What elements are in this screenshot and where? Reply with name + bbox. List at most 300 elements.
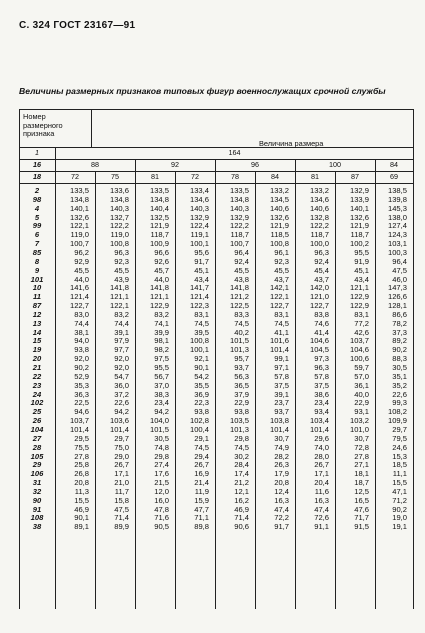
table-cell: 15,3 (392, 451, 407, 461)
table-cell: 92,0 (114, 363, 129, 372)
table-cell: 132,9 (229, 212, 249, 222)
table-cell: 52,9 (74, 371, 89, 381)
table-cell: 83,1 (274, 309, 289, 319)
table-cell: 37,3 (392, 327, 407, 337)
table-cell: 140,4 (149, 203, 169, 213)
table-cell: 42,6 (354, 327, 369, 337)
table-cell: 97,9 (114, 336, 129, 346)
table-cell: 22,3 (194, 398, 209, 408)
table-cell: 74,5 (194, 442, 209, 452)
table-cell: 30,2 (234, 451, 249, 461)
row-label: 106 (30, 469, 44, 479)
table-cell: 122,5 (229, 301, 249, 311)
table-cell: 41,1 (274, 327, 289, 337)
table-cell: 140,1 (349, 203, 369, 213)
table-cell: 19,1 (392, 522, 407, 532)
table-cell: 122,7 (69, 301, 89, 311)
table-cell: 45,5 (74, 265, 89, 275)
table-cell: 101,4 (109, 424, 129, 434)
table-cell: 121,4 (189, 292, 209, 302)
table-cell: 43,4 (194, 274, 209, 284)
table-cell: 40,0 (354, 389, 369, 399)
table-cell: 26,8 (74, 469, 89, 479)
table-cell: 24,6 (392, 442, 407, 452)
row-label: 101 (30, 274, 44, 284)
table-cell: 23,7 (274, 398, 289, 408)
row-label: 20 (32, 354, 42, 364)
table-cell: 104,0 (149, 416, 169, 426)
row-label: 29 (32, 460, 42, 470)
table-cell: 134,8 (229, 194, 249, 204)
table-cell: 47,6 (354, 504, 369, 514)
table-cell: 74,6 (314, 318, 329, 328)
table-cell: 122,9 (349, 301, 369, 311)
table-cell: 39,5 (194, 327, 209, 337)
table-cell: 74,1 (154, 318, 169, 328)
row-label-16: 16 (33, 160, 41, 169)
table-cell: 100,8 (189, 336, 209, 346)
table-cell: 91,9 (354, 256, 369, 266)
table-cell: 57,8 (314, 371, 329, 381)
table-cell: 90,5 (154, 522, 169, 532)
table-cell: 71,1 (194, 513, 209, 523)
table-cell: 16,9 (194, 469, 209, 479)
table-cell: 140,3 (229, 203, 249, 213)
table-cell: 77,2 (354, 318, 369, 328)
data-table (19, 109, 414, 609)
table-cell: 26,7 (314, 460, 329, 470)
table-cell: 29,8 (234, 433, 249, 443)
table-cell: 121,9 (149, 221, 169, 231)
table-cell: 134,8 (109, 194, 129, 204)
table-cell: 39,9 (154, 327, 169, 337)
table-cell: 132,6 (269, 212, 289, 222)
table-cell: 118,7 (350, 230, 369, 240)
table-cell: 38,3 (154, 389, 169, 399)
table-cell: 39,1 (114, 327, 129, 337)
table-cell: 133,5 (69, 186, 89, 195)
table-cell: 133,2 (269, 186, 289, 195)
table-cell: 92,9 (74, 256, 89, 266)
table-cell: 122,4 (189, 221, 209, 231)
table-cell: 15,5 (392, 478, 407, 488)
row-label: 31 (32, 478, 42, 488)
row-label: 12 (32, 309, 42, 319)
table-cell: 83,0 (74, 309, 89, 319)
table-cell: 12,4 (274, 486, 289, 496)
table-cell: 132,5 (149, 212, 169, 222)
table-cell: 128,1 (387, 301, 407, 311)
row-16-cell: 88 (91, 160, 99, 169)
row-label: 102 (30, 398, 44, 408)
table-cell: 38,6 (314, 389, 329, 399)
table-cell: 26,7 (194, 460, 209, 470)
table-cell: 21,0 (114, 478, 129, 488)
table-cell: 142,1 (269, 283, 289, 293)
table-cell: 27,1 (354, 460, 369, 470)
table-cell: 134,8 (149, 194, 169, 204)
table-cell: 91,7 (194, 256, 209, 266)
table-cell: 141,6 (69, 283, 89, 293)
table-cell: 16,3 (274, 495, 289, 505)
table-cell: 37,5 (314, 380, 329, 390)
table-cell: 91,7 (274, 522, 289, 532)
table-cell: 29,6 (314, 433, 329, 443)
table-cell: 122,9 (349, 292, 369, 302)
table-cell: 45,7 (154, 265, 169, 275)
table-cell: 74,4 (114, 318, 129, 328)
column-header-value: Величина размера (259, 139, 324, 148)
row-1-value: 164 (228, 148, 241, 157)
table-cell: 90,6 (234, 522, 249, 532)
table-cell: 133,2 (309, 186, 329, 195)
table-cell: 96,1 (274, 247, 289, 257)
table-cell: 36,3 (74, 389, 89, 399)
table-cell: 89,8 (194, 522, 209, 532)
table-cell: 17,9 (274, 469, 289, 479)
table-cell: 22,6 (114, 398, 129, 408)
table-cell: 93,7 (234, 363, 249, 372)
table-cell: 140,6 (269, 203, 289, 213)
table-cell: 74,5 (234, 318, 249, 328)
row-18-cell: 69 (390, 172, 398, 181)
row-label: 32 (32, 486, 42, 496)
table-cell: 92,3 (114, 256, 129, 266)
table-cell: 91,5 (354, 522, 369, 532)
table-cell: 119,0 (70, 230, 89, 240)
row-label: 13 (32, 318, 42, 328)
table-cell: 29,5 (74, 433, 89, 443)
page-header: С. 324 ГОСТ 23167—91 (19, 20, 136, 31)
table-cell: 118,7 (150, 230, 169, 240)
table-cell: 98,2 (154, 345, 169, 355)
table-cell: 45,1 (354, 265, 369, 275)
table-cell: 21,4 (194, 478, 209, 488)
table-cell: 140,3 (189, 203, 209, 213)
row-label: 85 (32, 247, 42, 257)
table-cell: 92,4 (314, 256, 329, 266)
table-cell: 29,0 (114, 451, 129, 461)
row-label: 7 (34, 239, 40, 249)
table-cell: 88,3 (392, 354, 407, 364)
table-cell: 134,5 (269, 194, 289, 204)
row-label: 104 (30, 424, 44, 434)
row-label: 19 (32, 345, 42, 355)
table-cell: 86,6 (392, 309, 407, 319)
table-cell: 90,2 (392, 504, 407, 514)
table-cell: 78,2 (392, 318, 407, 328)
table-cell: 43,7 (274, 274, 289, 284)
table-cell: 56,3 (234, 371, 249, 381)
table-cell: 30,7 (354, 433, 369, 443)
table-cell: 101,4 (69, 424, 89, 434)
table-cell: 96,4 (392, 256, 407, 266)
table-cell: 47,5 (114, 504, 129, 514)
table-cell: 133,5 (229, 186, 249, 195)
table-cell: 101,0 (349, 424, 369, 434)
table-cell: 17,6 (154, 469, 169, 479)
row-label: 25 (32, 407, 42, 417)
table-cell: 96,2 (74, 247, 89, 257)
table-cell: 104,6 (309, 336, 329, 346)
table-cell: 25,8 (74, 460, 89, 470)
table-cell: 92,1 (194, 354, 209, 364)
table-cell: 100,0 (309, 239, 329, 249)
table-cell: 99,1 (274, 354, 289, 364)
table-cell: 101,5 (149, 424, 169, 434)
table-cell: 47,5 (392, 265, 407, 275)
table-cell: 11,1 (392, 469, 407, 479)
table-cell: 90,1 (194, 363, 209, 372)
table-cell: 122,1 (69, 221, 89, 231)
table-cell: 100,1 (189, 239, 209, 249)
table-cell: 124,3 (387, 230, 407, 240)
table-cell: 138,0 (387, 212, 407, 222)
table-cell: 98,1 (154, 336, 169, 346)
table-cell: 27,8 (354, 451, 369, 461)
table-cell: 83,3 (234, 309, 249, 319)
row-label: 23 (32, 380, 42, 390)
table-cell: 96,6 (154, 247, 169, 257)
table-cell: 122,9 (149, 301, 169, 311)
table-cell: 41,4 (314, 327, 329, 337)
table-cell: 30,5 (392, 363, 407, 372)
row-label: 21 (32, 363, 42, 372)
row-label: 98 (32, 194, 42, 204)
row-label-18: 18 (33, 172, 41, 181)
table-cell: 35,3 (74, 380, 89, 390)
table-cell: 18,7 (354, 478, 369, 488)
table-cell: 17,4 (234, 469, 249, 479)
table-cell: 138,5 (387, 186, 407, 195)
table-cell: 133,9 (349, 194, 369, 204)
table-cell: 38,1 (74, 327, 89, 337)
table-cell: 101,4 (309, 424, 329, 434)
table-cell: 72,6 (314, 513, 329, 523)
table-cell: 23,4 (314, 398, 329, 408)
table-cell: 43,7 (314, 274, 329, 284)
table-cell: 28,4 (234, 460, 249, 470)
row-18-cell: 81 (151, 172, 159, 181)
row-label: 108 (30, 513, 44, 523)
table-cell: 101,6 (269, 336, 289, 346)
table-cell: 37,5 (274, 380, 289, 390)
table-cell: 122,7 (309, 301, 329, 311)
table-cell: 141,8 (149, 283, 169, 293)
row-label: 15 (32, 336, 42, 346)
table-cell: 27,4 (154, 460, 169, 470)
table-cell: 36,9 (194, 389, 209, 399)
table-cell: 118,7 (310, 230, 329, 240)
table-cell: 141,8 (229, 283, 249, 293)
row-18-cell: 75 (111, 172, 119, 181)
table-cell: 101,4 (269, 424, 289, 434)
table-cell: 96,3 (314, 363, 329, 372)
table-cell: 122,2 (309, 221, 329, 231)
table-cell: 142,0 (309, 283, 329, 293)
row-label: 105 (30, 451, 44, 461)
table-cell: 100,9 (149, 239, 169, 249)
table-cell: 101,4 (269, 345, 289, 355)
table-cell: 121,2 (229, 292, 249, 302)
table-cell: 134,8 (69, 194, 89, 204)
table-cell: 133,5 (149, 186, 169, 195)
table-cell: 71,7 (354, 513, 369, 523)
table-cell: 26,3 (274, 460, 289, 470)
table-cell: 92,4 (234, 256, 249, 266)
table-cell: 94,0 (74, 336, 89, 346)
table-cell: 56,7 (154, 371, 169, 381)
table-cell: 96,3 (114, 247, 129, 257)
table-cell: 121,0 (309, 292, 329, 302)
table-cell: 94,6 (74, 407, 89, 417)
table-cell: 92,0 (114, 354, 129, 364)
table-cell: 19,0 (392, 513, 407, 523)
table-cell: 147,3 (387, 283, 407, 293)
table-cell: 134,6 (189, 194, 209, 204)
table-cell: 121,1 (149, 292, 169, 302)
table-cell: 132,8 (309, 212, 329, 222)
table-cell: 100,8 (269, 239, 289, 249)
table-cell: 20,8 (74, 478, 89, 488)
table-cell: 93,8 (194, 407, 209, 417)
table-cell: 71,4 (114, 513, 129, 523)
table-cell: 122,3 (189, 301, 209, 311)
table-cell: 89,2 (392, 336, 407, 346)
table-cell: 83,2 (114, 309, 129, 319)
table-cell: 95,7 (234, 354, 249, 364)
table-cell: 104,6 (349, 345, 369, 355)
table-cell: 74,5 (194, 318, 209, 328)
row-label: 99 (32, 221, 42, 231)
row-16-cell: 92 (171, 160, 179, 169)
table-cell: 16,5 (354, 495, 369, 505)
table-cell: 12,5 (354, 486, 369, 496)
table-cell: 121,9 (269, 221, 289, 231)
table-cell: 83,1 (194, 309, 209, 319)
table-cell: 36,5 (234, 380, 249, 390)
table-cell: 93,8 (74, 345, 89, 355)
table-cell: 134,6 (309, 194, 329, 204)
table-cell: 21,2 (234, 478, 249, 488)
table-cell: 100,3 (387, 247, 407, 257)
table-cell: 75,0 (114, 442, 129, 452)
table-cell: 46,9 (74, 504, 89, 514)
table-cell: 47,8 (154, 504, 169, 514)
table-cell: 57,8 (274, 371, 289, 381)
table-cell: 119,0 (110, 230, 129, 240)
table-cell: 36,0 (114, 380, 129, 390)
table-cell: 35,1 (392, 371, 407, 381)
table-cell: 35,2 (392, 380, 407, 390)
table-cell: 103,6 (109, 416, 129, 426)
table-cell: 94,2 (114, 407, 129, 417)
table-cell: 40,2 (234, 327, 249, 337)
table-cell: 83,1 (354, 309, 369, 319)
table-cell: 100,8 (109, 239, 129, 249)
table-cell: 97,5 (154, 354, 169, 364)
row-label: 24 (32, 389, 42, 399)
table-cell: 59,7 (354, 363, 369, 372)
table-cell: 15,9 (194, 495, 209, 505)
table-cell: 99,3 (392, 398, 407, 408)
table-cell: 97,3 (314, 354, 329, 364)
table-title: Величины размерных признаков типовых фигур военнослужащих срочной службы (19, 86, 386, 96)
row-label: 27 (32, 433, 42, 443)
table-cell: 119,1 (190, 230, 209, 240)
table-cell: 45,1 (194, 265, 209, 275)
table-cell: 92,3 (274, 256, 289, 266)
table-cell: 109,9 (387, 416, 407, 426)
row-16-cell: 96 (251, 160, 259, 169)
table-cell: 43,4 (354, 274, 369, 284)
table-cell: 121,1 (349, 283, 369, 293)
table-cell: 12,0 (154, 486, 169, 496)
table-cell: 74,4 (74, 318, 89, 328)
table-cell: 72,8 (354, 442, 369, 452)
table-cell: 16,0 (154, 495, 169, 505)
row-label: 11 (33, 292, 41, 302)
table-cell: 122,2 (229, 221, 249, 231)
table-cell: 133,6 (109, 186, 129, 195)
row-16-cell: 84 (390, 160, 398, 169)
table-cell: 122,2 (109, 221, 129, 231)
table-cell: 17,1 (314, 469, 329, 479)
table-cell: 103,5 (229, 416, 249, 426)
table-cell: 132,6 (349, 212, 369, 222)
table-cell: 141,7 (189, 283, 209, 293)
table-cell: 103,7 (69, 416, 89, 426)
table-cell: 45,5 (234, 265, 249, 275)
table-cell: 11,7 (114, 486, 129, 496)
table-cell: 100,6 (349, 354, 369, 364)
row-label: 91 (32, 504, 42, 514)
table-cell: 29,7 (392, 424, 407, 434)
table-cell: 79,5 (392, 433, 407, 443)
table-cell: 71,4 (234, 513, 249, 523)
table-cell: 74,0 (314, 442, 329, 452)
row-16-cell: 100 (329, 160, 341, 169)
row-18-cell: 72 (71, 172, 79, 181)
table-cell: 96,4 (234, 247, 249, 257)
table-cell: 47,4 (314, 504, 329, 514)
table-cell: 93,1 (354, 407, 369, 417)
table-cell: 29,8 (154, 451, 169, 461)
table-cell: 121,4 (69, 292, 89, 302)
row-label: 26 (32, 416, 42, 426)
table-cell: 100,7 (69, 239, 89, 249)
table-cell: 26,7 (114, 460, 129, 470)
table-cell: 100,7 (229, 239, 249, 249)
table-cell: 46,0 (392, 274, 407, 284)
table-cell: 37,9 (234, 389, 249, 399)
table-cell: 132,9 (189, 212, 209, 222)
table-cell: 90,2 (392, 345, 407, 355)
table-cell: 145,3 (387, 203, 407, 213)
table-cell: 74,8 (154, 442, 169, 452)
table-cell: 74,5 (274, 318, 289, 328)
table-cell: 37,0 (154, 380, 169, 390)
table-cell: 45,5 (274, 265, 289, 275)
table-cell: 127,4 (387, 221, 407, 231)
table-cell: 54,7 (114, 371, 129, 381)
table-cell: 104,5 (309, 345, 329, 355)
table-cell: 95,6 (194, 247, 209, 257)
table-cell: 126,6 (387, 292, 407, 302)
row-label-1: 1 (35, 148, 39, 157)
row-label: 6 (34, 230, 40, 240)
table-cell: 29,4 (194, 451, 209, 461)
